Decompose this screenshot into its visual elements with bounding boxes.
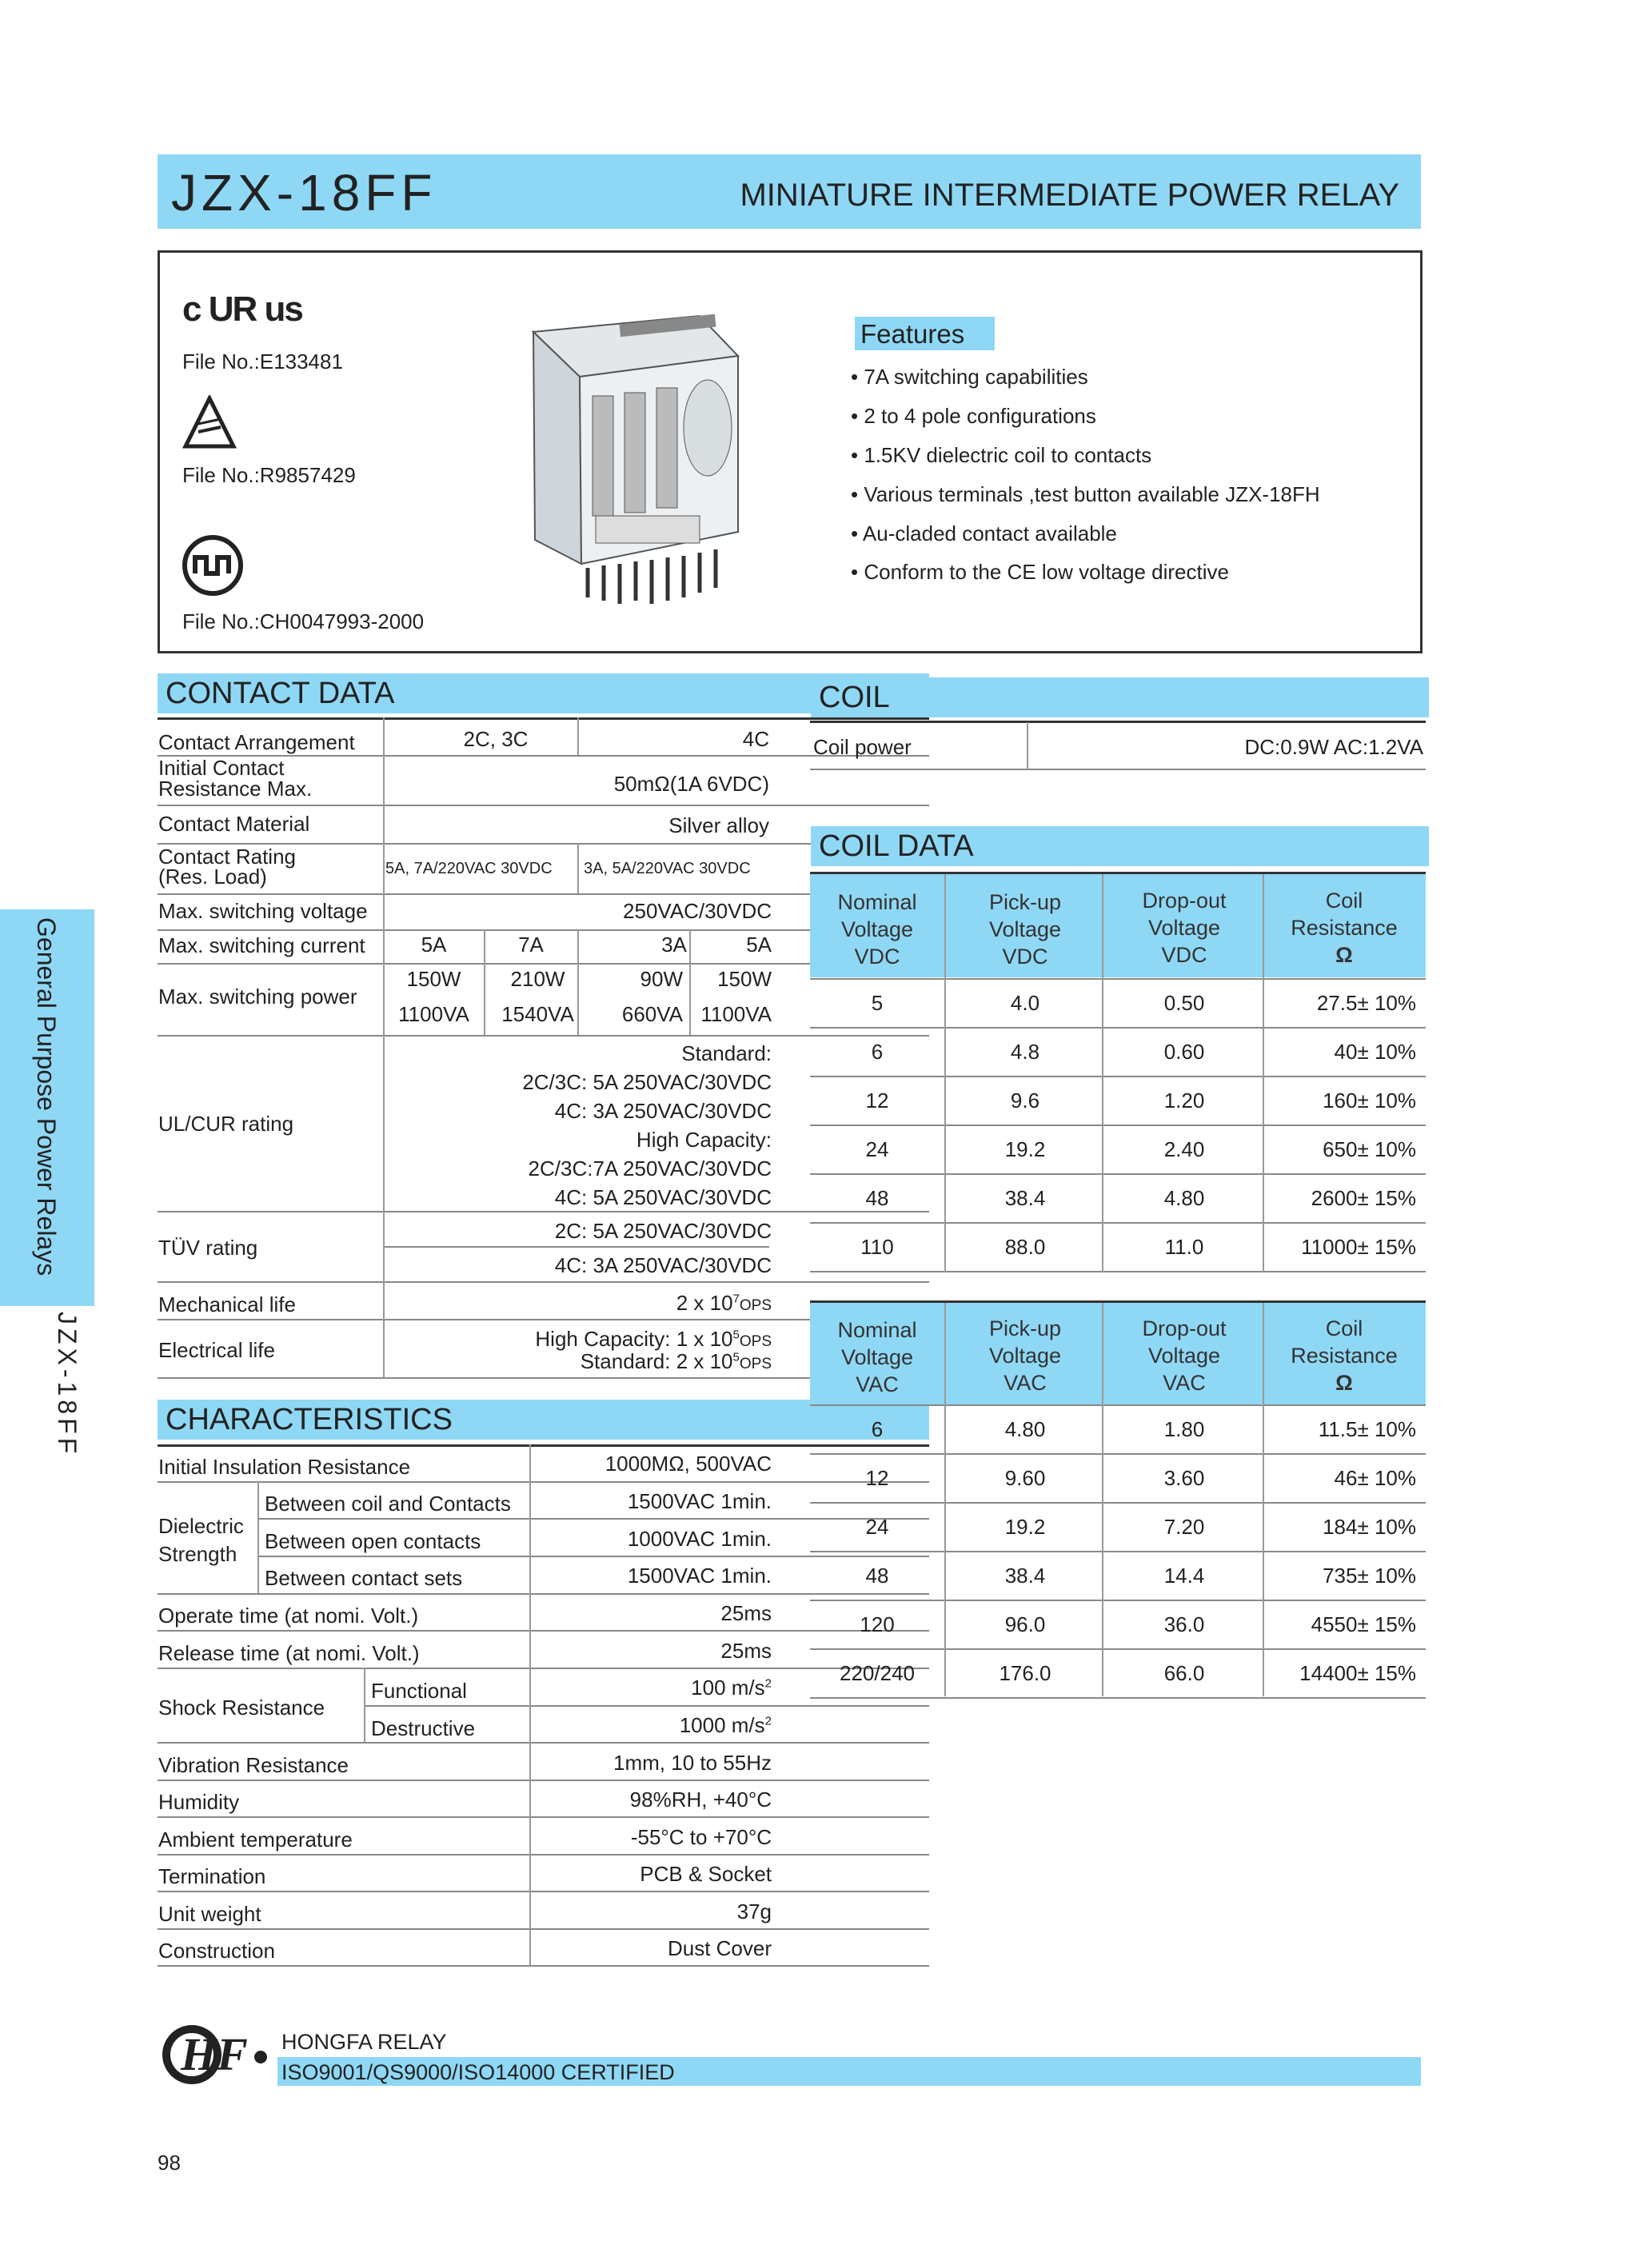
rule <box>158 1035 929 1037</box>
weight-label: Unit weight <box>158 1902 261 1926</box>
hongfa-logo-icon <box>157 2022 275 2087</box>
rule <box>944 874 946 1272</box>
ac-h-line: Coil <box>1325 1316 1363 1340</box>
humidity-value: 98%RH, +40°C <box>629 1788 772 1812</box>
rule <box>364 1705 929 1707</box>
shock-destr-text: 1000 m/s <box>679 1713 765 1737</box>
ul-logo <box>182 290 302 330</box>
max-power-w: 150W <box>406 967 461 991</box>
dc-h-line: VDC <box>1002 945 1048 969</box>
company-name: HONGFA RELAY <box>281 2030 447 2054</box>
dc-h-line: VDC <box>854 945 900 969</box>
dc-cell: 650± 10% <box>1323 1137 1416 1161</box>
dielectric-row-value: 1500VAC 1min. <box>627 1489 772 1513</box>
max-power-label: Max. switching power <box>158 985 357 1009</box>
max-current-value: 5A <box>421 933 447 957</box>
rule <box>158 1593 929 1595</box>
rule <box>810 1271 1426 1272</box>
material-value: Silver alloy <box>668 813 769 837</box>
arrangement-2c3c: 2C, 3C <box>463 727 529 751</box>
termination-value: PCB & Socket <box>640 1862 772 1886</box>
max-power-w: 90W <box>640 967 683 991</box>
ac-cell: 46± 10% <box>1334 1466 1416 1490</box>
ac-cell: 12 <box>865 1466 889 1490</box>
ul-file-number: File No.:E133481 <box>182 350 343 374</box>
ac-h-line: VAC <box>856 1372 899 1396</box>
elec-high-exponent: 5 <box>732 1328 740 1342</box>
max-current-value: 5A <box>746 933 772 957</box>
coil-power-label: Coil power <box>813 735 912 759</box>
release-time-value: 25ms <box>720 1639 772 1663</box>
rule <box>364 1668 365 1742</box>
sq-exponent: 2 <box>764 1714 772 1728</box>
rule <box>158 1444 929 1447</box>
elec-std-value: Standard: 2 x 10 <box>580 1349 733 1373</box>
operate-time-label: Operate time (at nomi. Volt.) <box>158 1604 419 1628</box>
ops-unit: OPS <box>739 1356 772 1372</box>
dc-header-dropout <box>1106 887 1263 969</box>
ac-cell: 48 <box>865 1564 889 1588</box>
ac-cell: 184± 10% <box>1323 1515 1416 1539</box>
shock-functional-value <box>530 1676 772 1700</box>
characteristics-heading: CHARACTERISTICS <box>158 1400 929 1440</box>
ac-h-line: Ω <box>1335 1371 1353 1395</box>
ul-rating-line: 4C: 3A 250VAC/30VDC <box>554 1099 772 1123</box>
contact-data-heading: CONTACT DATA <box>158 673 929 713</box>
ac-header-pickup <box>944 1315 1106 1396</box>
rule <box>810 1453 1426 1455</box>
feature-item: • 1.5KV dielectric coil to contacts <box>851 443 1152 467</box>
tuv-rating-line: 4C: 3A 250VAC/30VDC <box>554 1253 772 1277</box>
rule <box>1102 1303 1103 1696</box>
operate-time-value: 25ms <box>720 1601 772 1625</box>
rule <box>158 1780 929 1781</box>
ac-header-nominal <box>810 1316 944 1398</box>
rule <box>810 1222 1426 1224</box>
elec-std-exponent: 5 <box>732 1350 740 1364</box>
vibration-value: 1mm, 10 to 55Hz <box>613 1751 772 1775</box>
rule <box>810 721 1426 723</box>
ambient-value: -55°C to +70°C <box>630 1825 772 1849</box>
features-title: Features <box>860 319 965 349</box>
weight-value: 37g <box>736 1899 772 1923</box>
electrical-life-std <box>384 1350 772 1376</box>
ac-cell: 14.4 <box>1163 1564 1205 1588</box>
contact-arrangement-label: Contact Arrangement <box>158 730 355 754</box>
rule <box>810 978 1426 980</box>
dc-h-line: Coil <box>1325 889 1363 913</box>
rule <box>577 843 579 893</box>
ac-h-line: VAC <box>1163 1371 1206 1395</box>
side-tab-model: JZX-18FF <box>53 1312 82 1458</box>
rule <box>810 1027 1426 1029</box>
ac-h-line: Pick-up <box>988 1316 1062 1340</box>
rule <box>810 1648 1426 1650</box>
feature-text: Conform to the CE low voltage directive <box>864 560 1229 584</box>
ac-cell: 7.20 <box>1163 1515 1205 1539</box>
logo-letters: HF <box>181 2028 248 2080</box>
ac-cell: 11.5± 10% <box>1318 1417 1416 1441</box>
ccc-file-number: File No.:CH0047993-2000 <box>182 609 425 633</box>
ul-rating-line: Standard: <box>681 1041 772 1065</box>
rule <box>158 1816 929 1818</box>
arrangement-4c: 4C <box>742 727 769 751</box>
coil-data-heading: COIL DATA <box>811 826 1429 866</box>
mechanical-life-value <box>384 1291 772 1318</box>
resistance-label-1: Initial Contact <box>158 756 285 780</box>
dc-h-line: Nominal <box>837 890 917 914</box>
sq-exponent: 2 <box>764 1676 772 1691</box>
ops-unit: OPS <box>739 1297 772 1314</box>
rule <box>158 1742 929 1744</box>
ac-cell: 4.80 <box>1004 1417 1046 1441</box>
dc-cell: 4.0 <box>1010 991 1040 1015</box>
dc-cell: 40± 10% <box>1334 1040 1416 1064</box>
mech-value: 2 x 10 <box>676 1291 733 1315</box>
dc-h-line: Drop-out <box>1142 889 1227 913</box>
dielectric-row-value: 1000VAC 1min. <box>627 1527 772 1551</box>
rule <box>810 1551 1426 1552</box>
dc-h-line: VDC <box>1161 943 1207 967</box>
rule <box>158 1211 929 1212</box>
ul-rating-label: UL/CUR rating <box>158 1112 294 1136</box>
rule <box>810 1076 1426 1077</box>
dc-cell: 2600± 15% <box>1311 1186 1416 1210</box>
tuv-rating-label: TÜV rating <box>158 1236 258 1260</box>
dc-cell: 27.5± 10% <box>1316 991 1416 1015</box>
feature-item: • Au-claded contact available <box>851 521 1117 545</box>
side-tab-category: General Purpose Power Relays <box>32 917 61 1276</box>
dc-h-line: Pick-up <box>988 890 1062 914</box>
rule <box>158 1854 929 1856</box>
ac-cell: 4550± 15% <box>1311 1612 1416 1636</box>
dc-cell: 6 <box>871 1040 884 1064</box>
dc-cell: 0.50 <box>1163 991 1205 1015</box>
model-title: JZX-18FF <box>171 164 437 222</box>
ac-cell: 6 <box>871 1417 884 1441</box>
dielectric-label-1: Dielectric <box>158 1514 244 1538</box>
max-voltage-value: 250VAC/30VDC <box>623 899 772 923</box>
feature-text: Au-claded contact available <box>862 521 1117 545</box>
max-power-va: 1100VA <box>398 1002 469 1026</box>
ac-cell: 24 <box>865 1515 889 1539</box>
rule <box>158 1965 929 1967</box>
max-power-va: 660VA <box>621 1002 683 1026</box>
ac-h-line: VAC <box>1004 1371 1047 1395</box>
coil-power-value: DC:0.9W AC:1.2VA <box>1244 735 1423 759</box>
shock-destructive-label: Destructive <box>371 1716 476 1740</box>
ac-cell: 220/240 <box>840 1661 915 1685</box>
rule <box>158 1928 929 1930</box>
rating-4c: 3A, 5A/220VAC 30VDC <box>584 860 751 877</box>
feature-text: Various terminals ,test button available JZX-18FH <box>864 482 1320 506</box>
rule <box>577 929 579 1035</box>
dc-cell: 4.8 <box>1010 1040 1040 1064</box>
rule <box>158 1891 929 1892</box>
ac-cell: 14400± 15% <box>1299 1661 1416 1685</box>
ul-logo-text: c UR us <box>182 290 302 329</box>
vibration-label: Vibration Resistance <box>158 1753 349 1777</box>
feature-item: • 2 to 4 pole configurations <box>851 404 1096 428</box>
rule <box>484 929 485 1035</box>
dc-cell: 5 <box>871 991 884 1015</box>
rule <box>1263 874 1264 1272</box>
ambient-label: Ambient temperature <box>158 1828 353 1852</box>
dc-cell: 11.0 <box>1164 1235 1204 1259</box>
dc-header-resistance <box>1263 887 1426 969</box>
dc-cell: 0.60 <box>1163 1040 1205 1064</box>
dc-header-pickup <box>944 889 1106 970</box>
page-title: MINIATURE INTERMEDIATE POWER RELAY <box>740 178 1399 213</box>
dc-header-nominal <box>810 889 944 970</box>
rule <box>810 1173 1426 1175</box>
ac-h-line: Drop-out <box>1142 1316 1227 1340</box>
dielectric-row-label: Between coil and Contacts <box>265 1492 511 1516</box>
max-current-label: Max. switching current <box>158 933 365 957</box>
electrical-life-label: Electrical life <box>158 1338 275 1362</box>
dc-cell: 110 <box>860 1235 894 1259</box>
tuv-triangle-icon <box>182 395 237 451</box>
ac-cell: 38.4 <box>1004 1564 1046 1588</box>
max-voltage-label: Max. switching voltage <box>158 899 368 923</box>
ac-h-line: Resistance <box>1291 1344 1398 1368</box>
rating-label-2: (Res. Load) <box>158 865 267 889</box>
dc-cell: 24 <box>865 1137 889 1161</box>
ul-rating-line: 2C/3C:7A 250VAC/30VDC <box>528 1156 772 1180</box>
rating-2c3c: 5A, 7A/220VAC 30VDC <box>385 860 553 877</box>
ac-cell: 1.80 <box>1163 1417 1205 1441</box>
ops-unit: OPS <box>739 1333 772 1350</box>
max-power-w: 150W <box>717 967 772 991</box>
max-current-value: 3A <box>661 933 687 957</box>
rule <box>577 717 579 755</box>
dc-cell: 9.6 <box>1010 1089 1040 1113</box>
release-time-label: Release time (at nomi. Volt.) <box>158 1641 420 1665</box>
dc-h-line: Resistance <box>1291 916 1398 940</box>
termination-label: Termination <box>158 1864 266 1888</box>
ac-header-dropout <box>1106 1315 1263 1396</box>
intro-box <box>158 250 1423 653</box>
max-current-value: 7A <box>518 933 544 957</box>
max-power-va: 1540VA <box>501 1002 574 1026</box>
dc-cell: 4.80 <box>1163 1186 1205 1210</box>
ac-cell: 96.0 <box>1004 1612 1046 1636</box>
rule <box>810 1697 1426 1699</box>
ac-cell: 735± 10% <box>1323 1564 1416 1588</box>
rule <box>810 1600 1426 1601</box>
ac-cell: 3.60 <box>1163 1466 1205 1490</box>
coil-heading: COIL <box>811 677 1429 717</box>
elec-high-value: High Capacity: 1 x 10 <box>535 1327 733 1351</box>
dc-h-line: Voltage <box>1147 916 1221 940</box>
insulation-value: 1000MΩ, 500VAC <box>605 1452 772 1476</box>
rule <box>529 1444 531 1965</box>
shock-functional-label: Functional <box>371 1679 467 1703</box>
feature-item: • 7A switching capabilities <box>851 365 1088 389</box>
dc-h-line: Voltage <box>988 917 1062 941</box>
dc-cell: 88.0 <box>1004 1235 1046 1259</box>
resistance-label-2: Resistance Max. <box>158 777 313 801</box>
rule <box>158 805 929 806</box>
dc-cell: 19.2 <box>1004 1137 1046 1161</box>
rule <box>1102 874 1103 1272</box>
relay-product-image <box>524 300 748 612</box>
rule <box>383 717 385 1377</box>
ac-h-line: Voltage <box>1147 1344 1221 1368</box>
rating-label-1: Contact Rating <box>158 845 296 869</box>
dc-cell: 11000± 15% <box>1301 1235 1416 1259</box>
ac-cell: 9.60 <box>1004 1466 1046 1490</box>
certified-text: ISO9001/QS9000/ISO14000 CERTIFIED <box>281 2060 675 2084</box>
feature-text: 2 to 4 pole configurations <box>864 404 1096 428</box>
feature-item: • Various terminals ,test button available JZX-18FH <box>851 482 1320 506</box>
ac-h-line: Voltage <box>840 1345 914 1369</box>
ul-rating-line: High Capacity: <box>636 1128 772 1152</box>
rule <box>689 929 691 1035</box>
shock-label: Shock Resistance <box>158 1696 325 1720</box>
material-label: Contact Material <box>158 812 310 836</box>
shock-func-text: 100 m/s <box>691 1676 765 1700</box>
rule <box>810 1404 1426 1406</box>
rule <box>158 1281 929 1283</box>
dielectric-row-label: Between open contacts <box>265 1529 481 1553</box>
dc-cell: 2.40 <box>1163 1137 1205 1161</box>
page-number: 98 <box>158 2151 181 2175</box>
dielectric-row-value: 1500VAC 1min. <box>627 1564 772 1588</box>
dielectric-label-2: Strength <box>158 1542 237 1566</box>
humidity-label: Humidity <box>158 1790 240 1814</box>
feature-text: 7A switching capabilities <box>864 365 1088 389</box>
rule <box>257 1481 259 1593</box>
feature-text: 1.5KV dielectric coil to contacts <box>864 443 1152 467</box>
rule <box>1263 1303 1264 1696</box>
mechanical-life-label: Mechanical life <box>158 1292 296 1316</box>
dc-cell: 48 <box>865 1186 889 1210</box>
rule <box>257 1556 929 1557</box>
rule <box>944 1303 946 1696</box>
ac-cell: 36.0 <box>1163 1612 1205 1636</box>
ccc-cert-icon <box>181 533 245 597</box>
dielectric-row-label: Between contact sets <box>265 1566 463 1590</box>
rule <box>158 717 929 720</box>
rule <box>1027 722 1028 769</box>
ac-h-line: Voltage <box>988 1344 1062 1368</box>
rule <box>810 1502 1426 1504</box>
tuv-file-number: File No.:R9857429 <box>182 463 356 487</box>
ul-rating-line: 4C: 5A 250VAC/30VDC <box>554 1185 772 1209</box>
dc-cell: 38.4 <box>1004 1186 1046 1210</box>
ac-cell: 66.0 <box>1163 1661 1205 1685</box>
rule <box>384 1246 769 1248</box>
dc-cell: 12 <box>865 1089 889 1113</box>
rule <box>810 1124 1426 1126</box>
dc-h-line: Ω <box>1335 943 1353 967</box>
construction-value: Dust Cover <box>667 1936 772 1960</box>
feature-item: • Conform to the CE low voltage directive <box>851 560 1229 584</box>
dc-cell: 1.20 <box>1163 1089 1205 1113</box>
max-power-w: 210W <box>510 967 565 991</box>
ac-cell: 176.0 <box>999 1661 1051 1685</box>
construction-label: Construction <box>158 1939 275 1963</box>
dc-h-line: Voltage <box>840 917 914 941</box>
ac-cell: 19.2 <box>1004 1515 1046 1539</box>
resistance-value: 50mΩ(1A 6VDC) <box>613 772 769 796</box>
tuv-rating-line: 2C: 5A 250VAC/30VDC <box>554 1219 772 1243</box>
ul-rating-line: 2C/3C: 5A 250VAC/30VDC <box>522 1070 772 1094</box>
shock-destructive-value <box>530 1713 772 1737</box>
mech-exponent: 7 <box>732 1292 740 1306</box>
insulation-label: Initial Insulation Resistance <box>158 1455 411 1479</box>
ac-h-line: Nominal <box>837 1318 917 1342</box>
dc-cell: 160± 10% <box>1323 1089 1416 1113</box>
ac-header-resistance <box>1263 1315 1426 1396</box>
max-power-va: 1100VA <box>700 1002 772 1026</box>
ac-cell: 120 <box>860 1612 895 1636</box>
rule <box>810 769 1426 770</box>
